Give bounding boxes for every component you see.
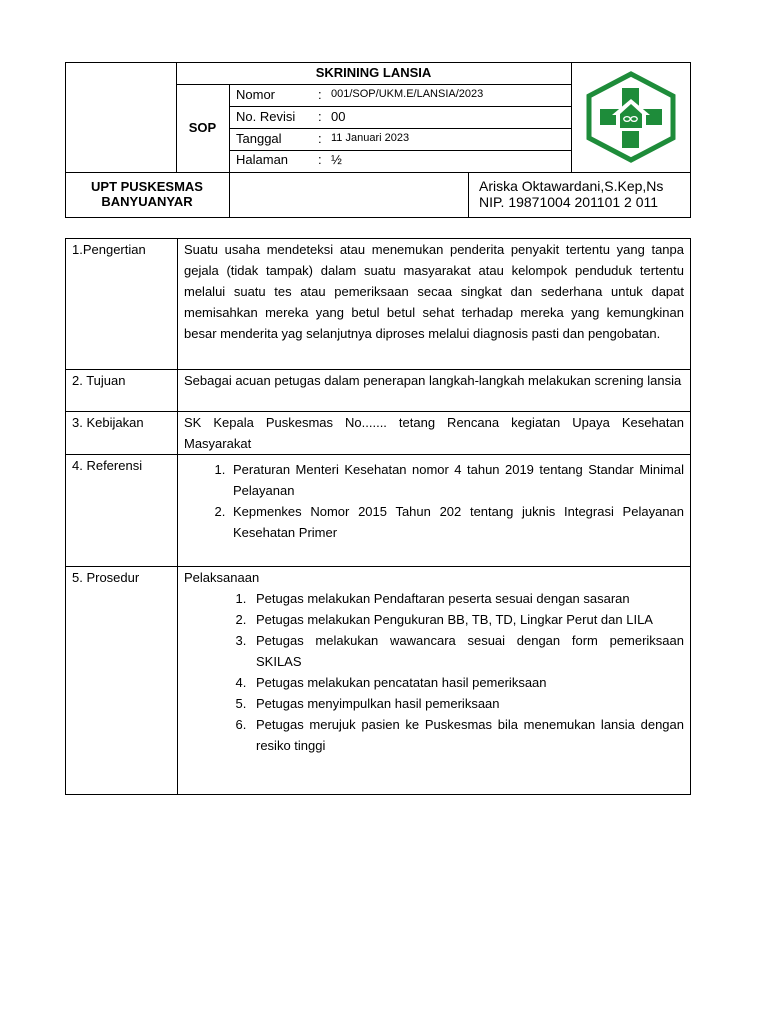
prosedur-label: 5. Prosedur — [66, 567, 178, 795]
referensi-label: 4. Referensi — [66, 455, 178, 567]
prosedur-list — [184, 588, 684, 756]
field-tanggal-sep: : — [318, 131, 322, 146]
org-name-line1: UPT PUSKESMAS — [91, 179, 203, 194]
kebijakan-text: SK Kepala Puskesmas No....... tetang Rencana kegiatan Upaya Kesehatan Masyarakat — [178, 412, 691, 455]
tujuan-text: Sebagai acuan petugas dalam penerapan langkah-langkah melakukan screning lansia — [178, 370, 691, 412]
list-item: 4. Petugas melakukan pencatatan hasil pemeriksaan — [250, 672, 684, 693]
header-divider — [468, 172, 469, 217]
row-tujuan — [66, 370, 691, 412]
field-tanggal-label: Tanggal — [236, 131, 282, 146]
signer-nip: NIP. 19871004 201101 2 011 — [479, 194, 659, 210]
field-nomor-label: Nomor — [236, 87, 276, 102]
prosedur-heading: Pelaksanaan — [184, 570, 260, 585]
list-item: 6. Petugas merujuk pasien ke Puskesmas bila menemukan lansia dengan resiko tinggi — [250, 714, 684, 756]
field-tanggal-value: 11 Januari 2023 — [331, 132, 410, 144]
field-revisi-label: No. Revisi — [236, 109, 296, 124]
header-divider — [229, 106, 571, 107]
document-title: SKRINING LANSIA — [315, 65, 432, 80]
header-divider — [176, 84, 571, 85]
row-kebijakan — [66, 412, 691, 455]
kebijakan-label: 3. Kebijakan — [66, 412, 178, 455]
field-revisi-value: 00 — [331, 109, 346, 124]
field-nomor-value: 001/SOP/UKM.E/LANSIA/2023 — [331, 88, 484, 100]
puskesmas-logo-icon — [584, 71, 678, 163]
field-nomor-sep: : — [318, 87, 322, 102]
referensi-list — [184, 459, 684, 543]
referensi-cell — [178, 455, 691, 567]
pengertian-label: 1.Pengertian — [66, 239, 178, 370]
field-halaman-label: Halaman — [236, 152, 289, 167]
header-divider — [229, 150, 571, 151]
row-pengertian — [66, 239, 691, 370]
header-divider — [571, 62, 572, 172]
list-item: 2. Kepmenkes Nomor 2015 Tahun 202 tentang juknis Integrasi Pelayanan Kesehatan Primer — [229, 501, 684, 543]
org-name-line2: BANYUANYAR — [101, 194, 193, 209]
list-item: 1. Petugas melakukan Pendaftaran peserta sesuai dengan sasaran — [250, 588, 684, 609]
header-divider — [229, 128, 571, 129]
field-halaman-sep: : — [318, 152, 322, 167]
sop-label: SOP — [188, 120, 217, 135]
field-revisi-sep: : — [318, 109, 322, 124]
list-item: 5. Petugas menyimpulkan hasil pemeriksaan — [250, 693, 684, 714]
tujuan-label: 2. Tujuan — [66, 370, 178, 412]
list-item: 2. Petugas melakukan Pengukuran BB, TB, TD, Lingkar Perut dan LILA — [250, 609, 684, 630]
row-referensi — [66, 455, 691, 567]
header-divider — [65, 172, 691, 173]
list-item: 3. Petugas melakukan wawancara sesuai dengan form pemeriksaan SKILAS — [250, 630, 684, 672]
row-prosedur — [66, 567, 691, 795]
sop-content-table — [65, 238, 691, 795]
list-item: 1. Peraturan Menteri Kesehatan nomor 4 tahun 2019 tentang Standar Minimal Pelayanan — [229, 459, 684, 501]
field-halaman-value: ½ — [331, 152, 342, 167]
signer-name: Ariska Oktawardani,S.Kep,Ns — [479, 178, 664, 194]
pengertian-text: Suatu usaha mendeteksi atau menemukan penderita penyakit tertentu yang tanpa gejala (tidak tampak) dalam suatu masyarakat atau kelompok penduduk tertentu melalui suatu tes atau pemeriksaan secaa singkat dan sederhana untuk dapat memisahkan mereka yang betul betul sehat terhadap mereka yang kemungkinan besar menderita yag selanjutnya diproses melalui diagnosis pasti dan pengobatan. — [178, 239, 691, 370]
prosedur-cell — [178, 567, 691, 795]
